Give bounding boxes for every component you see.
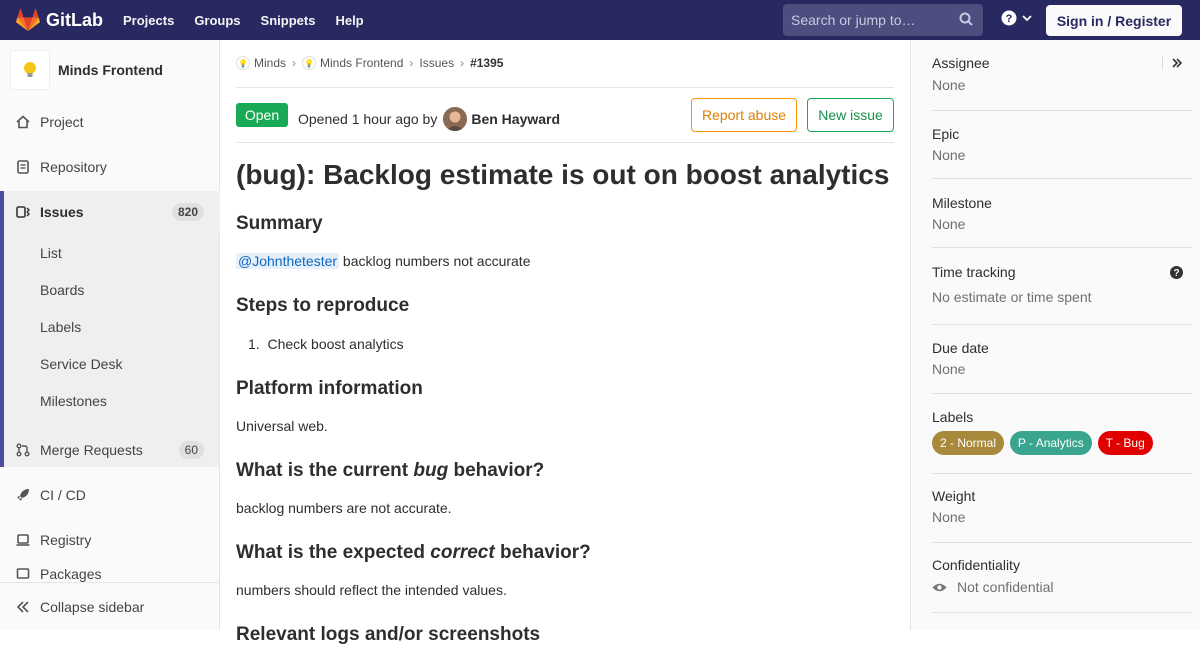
collapse-sidebar-label: Collapse sidebar — [40, 598, 145, 615]
divider — [932, 393, 1192, 394]
sidebar-item-label: Repository — [40, 159, 107, 175]
divider — [932, 324, 1192, 325]
expected-behavior-heading — [236, 542, 591, 564]
sidebar-subitem-milestones[interactable]: Milestones — [40, 393, 107, 409]
divider — [236, 87, 894, 88]
sidebar-subitem-boards[interactable]: Boards — [40, 282, 85, 298]
merge-requests-count-badge: 60 — [179, 441, 204, 459]
divider — [932, 473, 1192, 474]
sidebar-subitem-labels[interactable]: Labels — [40, 319, 82, 335]
due-date-block — [932, 340, 1192, 377]
heading-emphasis: correct — [430, 542, 495, 563]
sidebar-subitem-service-desk[interactable]: Service Desk — [40, 356, 123, 372]
steps-heading: Steps to reproduce — [236, 295, 410, 316]
milestone-value: None — [932, 216, 966, 232]
nav-help[interactable]: Help — [335, 12, 364, 28]
help-dropdown[interactable] — [1001, 10, 1033, 26]
confidentiality-value — [932, 579, 1192, 595]
divider — [932, 542, 1192, 543]
left-sidebar — [0, 40, 220, 630]
nav-projects[interactable]: Projects — [123, 12, 175, 28]
lightbulb-icon — [23, 61, 37, 79]
sidebar-item-project[interactable] — [0, 101, 220, 143]
sidebar-item-packages[interactable] — [0, 564, 220, 582]
heading-part: What is the expected — [236, 542, 431, 563]
project-name: Minds Frontend — [58, 62, 163, 78]
sidebar-item-label: Project — [40, 114, 84, 130]
labels-block — [932, 409, 1192, 455]
help-icon[interactable] — [1170, 266, 1183, 279]
due-date-label: Due date — [932, 340, 989, 356]
search-icon — [959, 12, 973, 26]
user-mention-link[interactable]: @Johnthetester — [238, 253, 338, 269]
nav-snippets[interactable]: Snippets — [260, 12, 316, 28]
new-issue-button[interactable]: New issue — [807, 98, 894, 132]
breadcrumb-minds-frontend[interactable]: Minds Frontend — [320, 56, 404, 70]
due-date-value: None — [932, 361, 966, 377]
labels-list — [932, 431, 1192, 455]
double-chevron-left-icon — [16, 600, 30, 614]
epic-block — [932, 126, 1192, 163]
heading-part: What is the current — [236, 460, 414, 481]
svg-text:?: ? — [1005, 13, 1013, 25]
divider — [932, 178, 1192, 179]
divider — [932, 247, 1192, 248]
confidentiality-text: Not confidential — [957, 579, 1054, 595]
step-list-item — [248, 336, 404, 352]
platform-text: Universal web. — [236, 418, 328, 434]
breadcrumb-issue-number[interactable]: #1395 — [470, 56, 504, 70]
registry-icon — [16, 533, 30, 547]
step-number: 1. — [248, 336, 260, 352]
labels-label: Labels — [932, 409, 974, 425]
issues-icon — [16, 205, 30, 219]
report-abuse-button[interactable]: Report abuse — [691, 98, 797, 132]
epic-label: Epic — [932, 126, 960, 142]
package-icon — [16, 566, 30, 580]
sidebar-item-repository[interactable] — [0, 146, 220, 188]
divider — [236, 142, 894, 143]
milestone-label: Milestone — [932, 195, 992, 211]
epic-value: None — [932, 147, 966, 163]
time-tracking-block — [932, 264, 1192, 305]
eye-icon — [932, 582, 947, 593]
gitlab-tanuki-icon — [16, 9, 40, 31]
summary-paragraph — [236, 253, 531, 269]
label-tag-normal[interactable]: 2 - Normal — [932, 431, 1004, 455]
issue-main — [220, 40, 910, 645]
sidebar-item-label: Packages — [40, 566, 102, 582]
opened-text: Opened 1 hour ago by — [298, 111, 438, 127]
breadcrumb — [236, 56, 503, 70]
brand-name: GitLab — [46, 9, 103, 30]
time-tracking-value: No estimate or time spent — [932, 289, 1092, 305]
nav-groups[interactable]: Groups — [194, 12, 241, 28]
assignee-value: None — [932, 77, 966, 93]
step-text: Check boost analytics — [267, 336, 404, 352]
expected-behavior-text: numbers should reflect the intended values. — [236, 582, 507, 598]
assignee-block — [932, 55, 1192, 93]
person-avatar-icon — [443, 107, 467, 131]
issues-count-badge: 820 — [172, 203, 204, 221]
milestone-block — [932, 195, 1192, 232]
breadcrumb-separator: › — [460, 56, 465, 70]
search-input[interactable] — [783, 4, 983, 36]
issue-right-sidebar — [910, 40, 1200, 630]
current-behavior-text: backlog numbers are not accurate. — [236, 500, 452, 516]
sidebar-item-merge-requests[interactable] — [0, 429, 220, 471]
logs-heading: Relevant logs and/or screenshots — [236, 624, 541, 645]
label-tag-bug[interactable]: T - Bug — [1098, 431, 1153, 455]
author-avatar[interactable] — [443, 107, 467, 131]
project-header[interactable] — [0, 40, 219, 100]
divider — [932, 612, 1192, 613]
time-tracking-label: Time tracking — [932, 264, 1016, 280]
weight-label: Weight — [932, 488, 976, 504]
assignee-label: Assignee — [932, 55, 990, 71]
label-tag-analytics[interactable]: P - Analytics — [1010, 431, 1092, 455]
chevron-down-icon — [1021, 12, 1033, 24]
sign-in-button[interactable]: Sign in / Register — [1046, 5, 1182, 36]
question-circle-icon — [1001, 10, 1017, 26]
heading-part: behavior? — [494, 542, 591, 563]
collapse-sidebar-button[interactable] — [0, 582, 219, 630]
summary-text: backlog numbers not accurate — [339, 253, 531, 269]
current-behavior-heading — [236, 460, 544, 482]
weight-value: None — [932, 509, 966, 525]
sidebar-item-label: Registry — [40, 532, 92, 548]
home-icon — [16, 115, 30, 129]
sidebar-item-label: CI / CD — [40, 487, 86, 503]
minds-frontend-project-icon: 💡 — [302, 56, 316, 70]
author-name[interactable]: Ben Hayward — [471, 111, 561, 127]
weight-block — [932, 488, 1192, 525]
heading-part: behavior? — [448, 460, 545, 481]
merge-icon — [16, 443, 30, 457]
confidentiality-label: Confidentiality — [932, 557, 1020, 573]
rocket-icon — [16, 488, 30, 502]
issue-title: (bug): Backlog estimate is out on boost analytics — [236, 159, 890, 190]
sidebar-item-ci-cd[interactable] — [0, 474, 220, 516]
sidebar-item-label: Issues — [40, 204, 84, 220]
top-navbar — [0, 0, 1200, 40]
confidentiality-block — [932, 557, 1192, 595]
platform-heading: Platform information — [236, 378, 423, 399]
issue-meta — [298, 107, 560, 131]
breadcrumb-issues[interactable]: Issues — [419, 56, 455, 70]
sidebar-item-label: Merge Requests — [40, 442, 143, 458]
minds-group-icon: 💡 — [236, 56, 250, 70]
main-nav-links — [123, 13, 384, 28]
heading-emphasis: bug — [413, 460, 449, 481]
search-placeholder: Search or jump to… — [791, 12, 916, 28]
breadcrumb-minds[interactable]: Minds — [254, 56, 287, 70]
svg-text:?: ? — [1173, 268, 1180, 279]
doc-icon — [16, 160, 30, 174]
summary-heading: Summary — [236, 213, 323, 234]
gitlab-logo[interactable] — [16, 9, 103, 31]
sidebar-item-registry[interactable] — [0, 519, 220, 561]
project-avatar — [10, 50, 50, 90]
breadcrumb-separator: › — [292, 56, 297, 70]
sidebar-item-issues[interactable] — [0, 191, 220, 233]
breadcrumb-separator: › — [409, 56, 414, 70]
divider — [932, 110, 1192, 111]
status-badge: Open — [236, 103, 288, 127]
sidebar-subitem-list[interactable]: List — [40, 245, 62, 261]
